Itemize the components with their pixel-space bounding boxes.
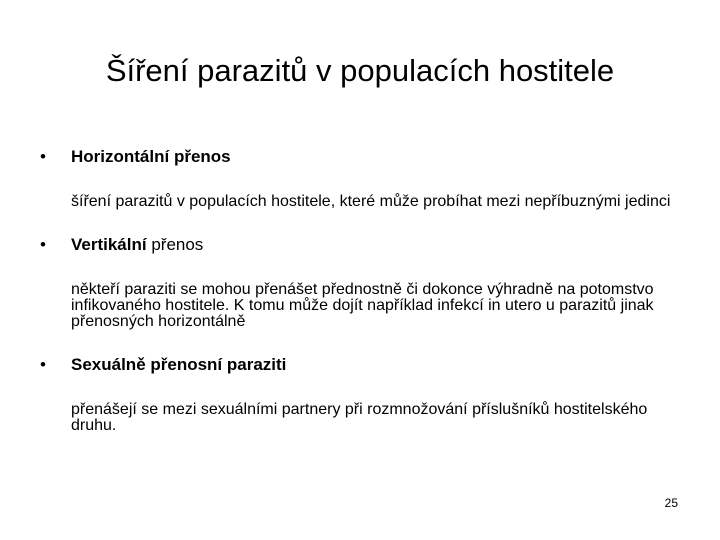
- page-number: 25: [664, 496, 678, 510]
- slide-title: Šíření parazitů v populacích hostitele: [105, 53, 615, 88]
- bullet-item-sexual: [40, 354, 700, 376]
- bullet-symbol: •: [40, 147, 46, 166]
- bullet-symbol: •: [40, 235, 46, 254]
- bullet-term: Sexuálně přenosní paraziti: [71, 355, 287, 374]
- bullet-item-vertical: [40, 234, 700, 256]
- bullet-term: Vertikální: [71, 235, 147, 254]
- bullet-item-horizontal: [40, 146, 700, 168]
- bullet-symbol: •: [40, 355, 46, 374]
- bullet-description: přenášejí se mezi sexuálními partnery při rozmnožování příslušníků hostitelského druhu.: [71, 401, 648, 434]
- bullet-description: někteří paraziti se mohou přenášet přednostně či dokonce výhradně na potomstvo infikovaného hostitele. K tomu může dojít například infekcí in utero u parazitů jinak přenosných horizontálně: [71, 281, 654, 330]
- bullet-term: Horizontální přenos: [71, 147, 231, 166]
- bullet-description: šíření parazitů v populacích hostitele, které může probíhat mezi nepříbuznými jedinci: [71, 193, 671, 210]
- bullet-term-rest: přenos: [146, 235, 204, 254]
- bullet-list: [40, 146, 700, 434]
